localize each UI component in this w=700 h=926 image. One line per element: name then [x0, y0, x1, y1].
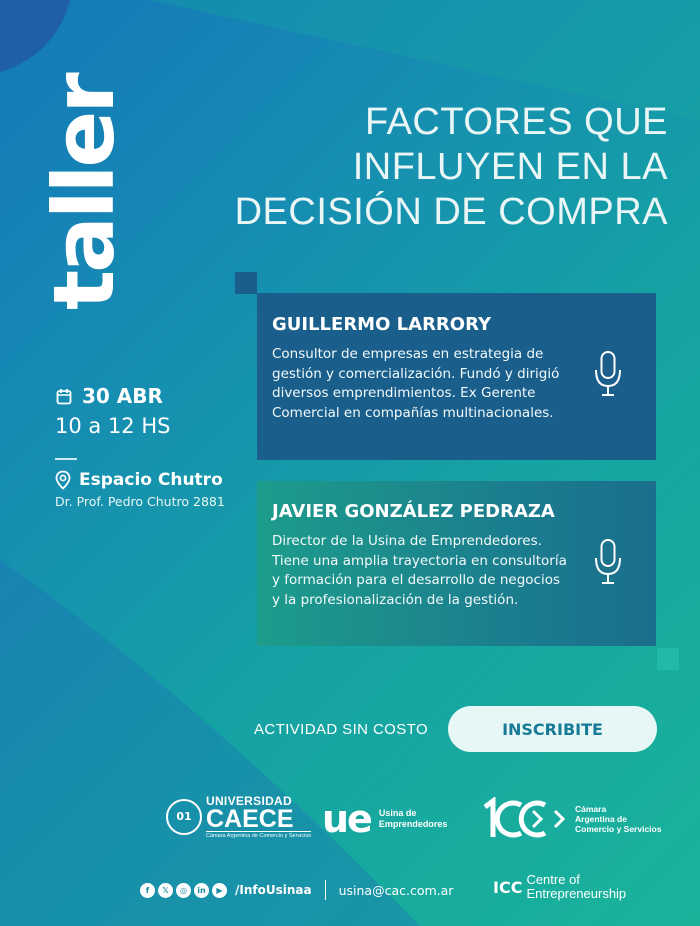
youtube-icon[interactable]: ▶ [212, 883, 227, 898]
contact-email[interactable]: usina@cac.com.ar [338, 882, 454, 898]
venue-name: Espacio Chutro [79, 470, 223, 490]
icc-logo [493, 873, 626, 901]
date-row [56, 384, 163, 408]
microphone-icon [593, 538, 623, 586]
divider [325, 880, 326, 900]
accent-square [235, 272, 257, 294]
cac-100-icon [483, 797, 569, 841]
speaker-name: JAVIER GONZÁLEZ PEDRAZA [272, 501, 555, 522]
speaker-name: GUILLERMO LARRORY [272, 314, 491, 335]
caece-name: CAECE [206, 805, 294, 833]
cac-logo [483, 797, 661, 841]
speaker-card [257, 293, 656, 460]
cac-text-line: Argentina de [575, 814, 627, 824]
cac-text-line: Comercio y Servicios [575, 824, 662, 834]
caece-subtitle: Cámara Argentina de Comercio y Servicios [206, 833, 312, 839]
speaker-bio: Consultor de empresas en estrategia de gestión y comercialización. Fundó y dirigió diversos emprendimientos. Ex Gerente Comercial en compañías multinacionales. [272, 346, 560, 421]
cac-text-line: Cámara [575, 804, 607, 814]
icc-text-line: Entrepreneurship [526, 886, 627, 901]
ue-mark: ue [322, 797, 371, 841]
free-activity-label: ACTIVIDAD SIN COSTO [254, 721, 429, 738]
event-date: 30 ABR [82, 384, 163, 408]
title-line: INFLUYEN EN LA [352, 146, 668, 188]
corner-shape [0, 0, 70, 72]
location-pin-icon [55, 470, 71, 490]
social-handle[interactable]: /InfoUsinaa [235, 883, 312, 897]
divider [55, 458, 77, 460]
caece-logo [166, 795, 311, 839]
register-button[interactable]: INSCRIBITE [448, 706, 657, 752]
instagram-icon[interactable]: ◎ [176, 883, 191, 898]
facebook-icon[interactable]: f [140, 883, 155, 898]
event-time: 10 a 12 HS [55, 414, 171, 438]
linkedin-icon[interactable]: in [194, 883, 209, 898]
accent-square [657, 648, 679, 670]
event-title [235, 100, 668, 235]
calendar-icon [56, 388, 72, 405]
caece-top-text: UNIVERSIDAD [206, 794, 292, 808]
caece-seal-icon: 01 [166, 799, 202, 835]
speaker-bio: Director de la Usina de Emprendedores. Tiene una amplia trayectoria en consultoría y formación para el desarrollo de negocios y la profesionalización de la gestión. [272, 533, 567, 608]
x-icon[interactable]: 𝕏 [158, 883, 173, 898]
icc-text-line: Centre of [526, 872, 580, 887]
ue-text-line: Emprendedores [378, 819, 448, 829]
speaker-card [257, 481, 656, 646]
title-line: FACTORES QUE [364, 101, 668, 143]
venue-address: Dr. Prof. Pedro Chutro 2881 [55, 494, 225, 509]
ue-text-line: Usina de [378, 808, 417, 818]
title-line: DECISIÓN DE COMPRA [234, 191, 668, 233]
microphone-icon [593, 350, 623, 398]
icc-mark: ICC [493, 877, 523, 897]
category-word: taller [35, 75, 133, 310]
venue-row [55, 470, 223, 490]
social-bar [140, 880, 453, 900]
usina-logo [322, 797, 448, 841]
